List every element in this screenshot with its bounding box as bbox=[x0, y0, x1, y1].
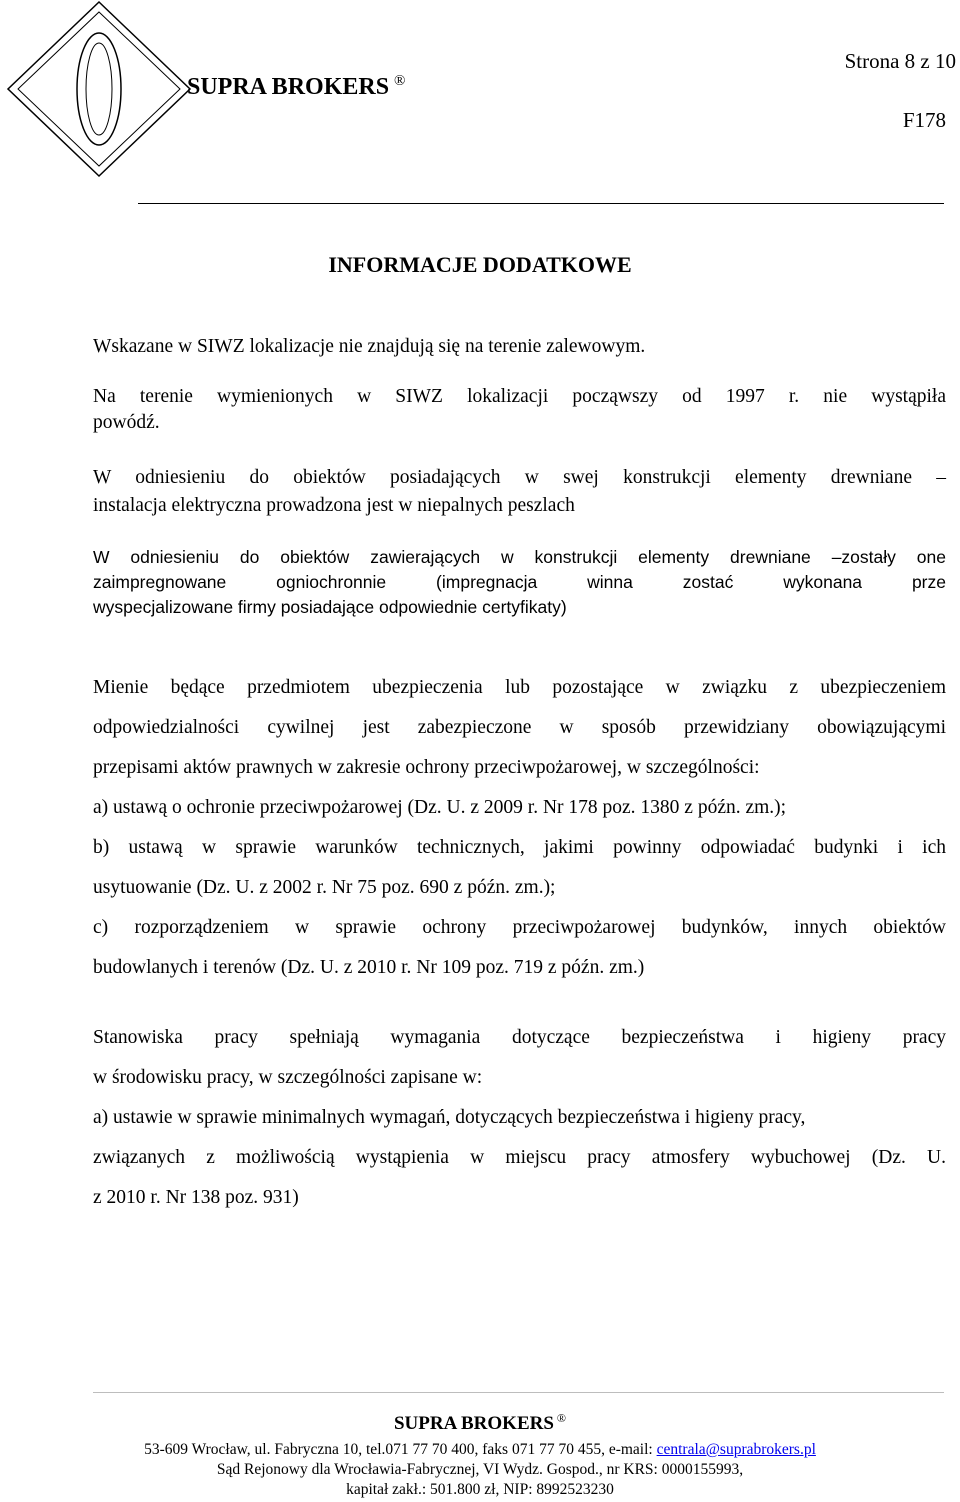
paragraph-line: przepisami aktów prawnych w zakresie ochrony przeciwpożarowej, w szczególności: bbox=[93, 757, 760, 778]
form-code: F178 bbox=[902, 108, 946, 132]
paragraph-line: wyspecjalizowane firmy posiadające odpowiednie certyfikaty) bbox=[93, 597, 567, 617]
list-item: c) rozporządzeniem w sprawie ochrony przeciwpożarowej budynków, innych obiektów bbox=[93, 917, 946, 938]
list-item-continuation: z 2010 r. Nr 138 poz. 931) bbox=[93, 1187, 299, 1208]
footer-address bbox=[0, 1441, 960, 1459]
footer-capital: kapitał zakł.: 501.800 zł, NIP: 8992523230 bbox=[346, 1481, 614, 1498]
registered-mark: ® bbox=[394, 73, 406, 89]
footer-divider bbox=[93, 1392, 944, 1393]
list-item-continuation: usytuowanie (Dz. U. z 2002 r. Nr 75 poz. 690 z późn. zm.); bbox=[93, 877, 556, 898]
footer-registered-mark: ® bbox=[556, 1411, 567, 1425]
diamond-zero-logo-icon bbox=[4, 0, 194, 178]
paragraph-line: instalacja elektryczna prowadzona jest w niepalnych peszlach bbox=[93, 495, 575, 516]
list-item: związanych z możliwością wystąpienia w miejscu pracy atmosfery wybuchowej (Dz. U. bbox=[93, 1147, 946, 1168]
paragraph-line: Na terenie wymienionych w SIWZ lokalizacji począwszy od 1997 r. nie wystąpiła bbox=[93, 386, 946, 407]
list-item: a) ustawie w sprawie minimalnych wymagań, dotyczących bezpieczeństwa i higieny pracy, bbox=[93, 1107, 806, 1128]
brand-name bbox=[187, 74, 405, 101]
paragraph-flood-history bbox=[93, 382, 946, 438]
footer-email-link[interactable]: centrala@suprabrokers.pl bbox=[656, 1441, 816, 1458]
paragraph-line: powódź. bbox=[93, 412, 160, 433]
paragraph-line: Stanowiska pracy spełniają wymagania dotyczące bezpieczeństwa i higieny pracy bbox=[93, 1027, 946, 1048]
list-item: b) ustawą w sprawie warunków technicznych, jakimi powinny odpowiadać budynki i ich bbox=[93, 837, 946, 858]
paragraph-line: W odniesieniu do obiektów posiadających w swej konstrukcji elementy drewniane – bbox=[93, 467, 946, 488]
header-divider bbox=[138, 203, 944, 204]
paragraph-line: Mienie będące przedmiotem ubezpieczenia lub pozostające w związku z ubezpieczeniem bbox=[93, 677, 946, 698]
page-indicator: Strona 8 z 10 bbox=[844, 49, 956, 73]
footer-court-registration: Sąd Rejonowy dla Wrocławia-Fabrycznej, VI Wydz. Gospod., nr KRS: 0000155993, bbox=[216, 1461, 744, 1478]
footer-address-text: 53-609 Wrocław, ul. Fabryczna 10, tel.071 77 70 400, faks 071 77 70 455, e-mail: bbox=[144, 1441, 657, 1458]
paragraph-workplace-safety bbox=[93, 1018, 946, 1218]
list-item: a) ustawą o ochronie przeciwpożarowej (Dz. U. z 2009 r. Nr 178 poz. 1380 z późn. zm.); bbox=[93, 797, 787, 818]
document-title: INFORMACJE DODATKOWE bbox=[328, 252, 632, 277]
paragraph-electrical bbox=[93, 463, 946, 521]
brand-text: SUPRA BROKERS bbox=[187, 74, 390, 100]
paragraph-flood-zone: Wskazane w SIWZ lokalizacje nie znajdują się na terenie zalewowym. bbox=[93, 336, 646, 357]
paragraph-fire-protection bbox=[93, 668, 946, 988]
paragraph-line: odpowiedzialności cywilnej jest zabezpieczone w sposób przewidziany obowiązującymi bbox=[93, 717, 946, 738]
list-item-continuation: budowlanych i terenów (Dz. U. z 2010 r. Nr 109 poz. 719 z późn. zm.) bbox=[93, 957, 645, 978]
paragraph-impregnation bbox=[93, 545, 946, 620]
footer-brand bbox=[0, 1413, 960, 1435]
paragraph-line: W odniesieniu do obiektów zawierających w konstrukcji elementy drewniane –zostały one bbox=[93, 547, 946, 567]
footer-brand-text: SUPRA BROKERS bbox=[393, 1413, 554, 1434]
paragraph-line: w środowisku pracy, w szczególności zapisane w: bbox=[93, 1067, 483, 1088]
paragraph-line: zaimpregnowane ogniochronnie (impregnacja winna zostać wykonana prze bbox=[93, 572, 946, 592]
